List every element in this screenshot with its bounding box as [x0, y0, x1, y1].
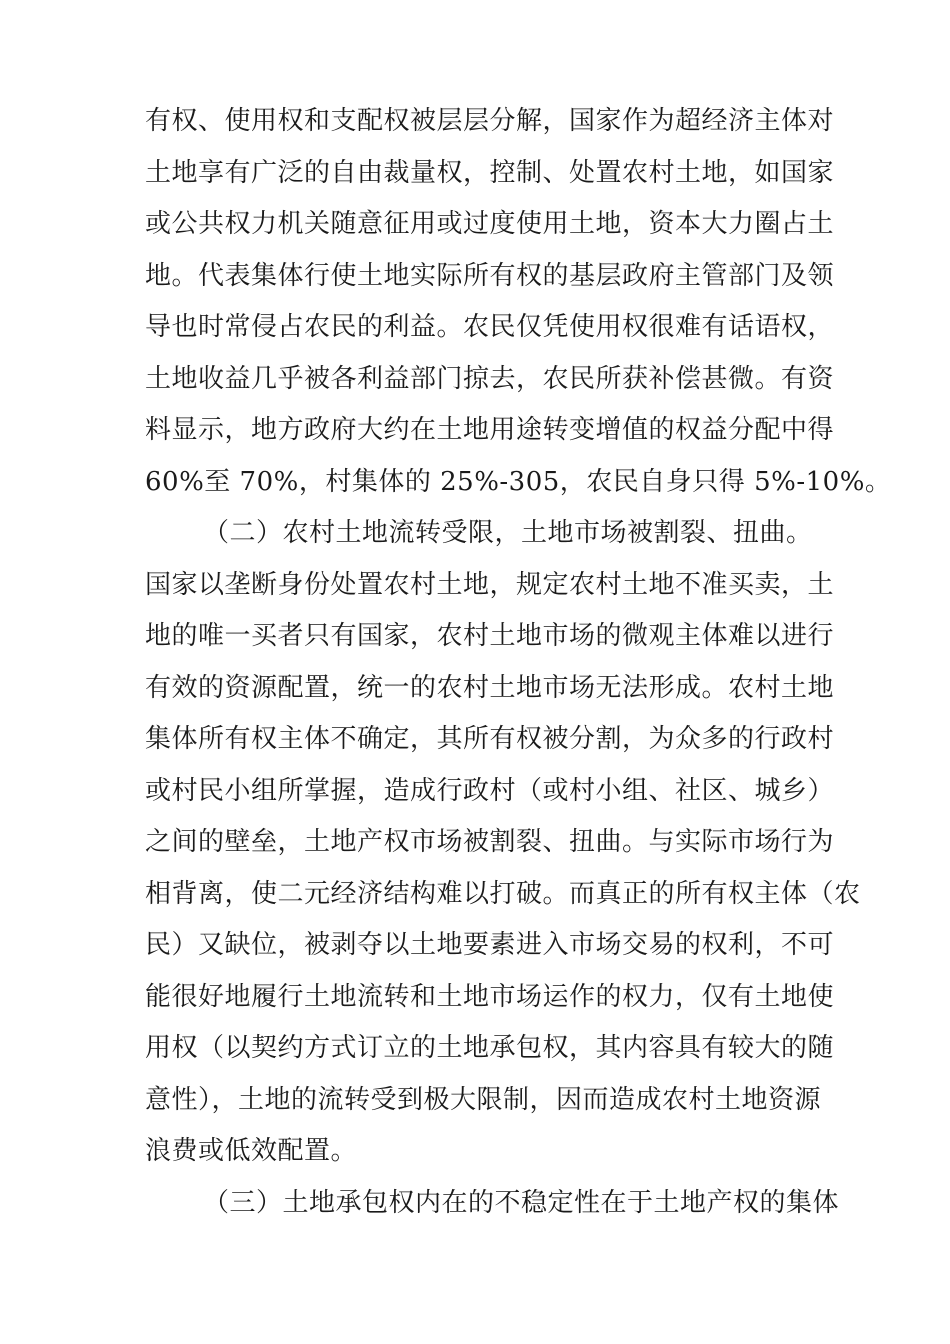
text-line: 地的唯一买者只有国家，农村土地市场的微观主体难以进行	[145, 621, 835, 651]
text-line: 能很好地履行土地流转和土地市场运作的权力，仅有土地使	[145, 981, 835, 1012]
text-line: 导也时常侵占农民的利益。农民仅凭使用权很难有话语权，	[145, 312, 835, 342]
text-line: 或村民小组所掌握，造成行政村（或村小组、社区、城乡）	[145, 775, 835, 806]
text-line: 或公共权力机关随意征用或过度使用土地，资本大力圈占土	[145, 209, 835, 239]
text-line: 浪费或低效配置。	[145, 1136, 358, 1166]
text-line: 土地收益几乎被各利益部门掠去，农民所获补偿甚微。有资	[145, 363, 835, 394]
section-heading: （三）土地承包权内在的不稳定性在于土地产权的集体	[203, 1187, 840, 1218]
text-line: 料显示，地方政府大约在土地用途转变增值的权益分配中得	[145, 415, 835, 445]
section-heading: （二）农村土地流转受限，土地市场被割裂、扭曲。	[203, 518, 813, 548]
text-line: 有效的资源配置，统一的农村土地市场无法形成。农村土地	[145, 672, 835, 703]
text-line: 土地享有广泛的自由裁量权，控制、处置农村土地，如国家	[145, 157, 835, 188]
text-line: 60%至 70%，村集体的 25%-305，农民自身只得 5%-10%。	[145, 466, 892, 497]
text-line: 意性），土地的流转受到极大限制，因而造成农村土地资源	[145, 1084, 822, 1115]
text-line: 用权（以契约方式订立的土地承包权，其内容具有较大的随	[145, 1033, 835, 1063]
text-line: 地。代表集体行使土地实际所有权的基层政府主管部门及领	[145, 260, 835, 291]
text-line: 相背离，使二元经济结构难以打破。而真正的所有权主体（农	[145, 878, 861, 909]
text-line: 国家以垄断身份处置农村土地，规定农村土地不准买卖，土	[145, 569, 835, 600]
text-line: 民）又缺位，被剥夺以土地要素进入市场交易的权利，不可	[145, 930, 835, 960]
text-line: 之间的壁垒，土地产权市场被割裂、扭曲。与实际市场行为	[145, 827, 835, 857]
body-text	[145, 96, 892, 1229]
text-line: 集体所有权主体不确定，其所有权被分割，为众多的行政村	[145, 724, 835, 754]
text-line: 有权、使用权和支配权被层层分解，国家作为超经济主体对	[145, 106, 835, 136]
